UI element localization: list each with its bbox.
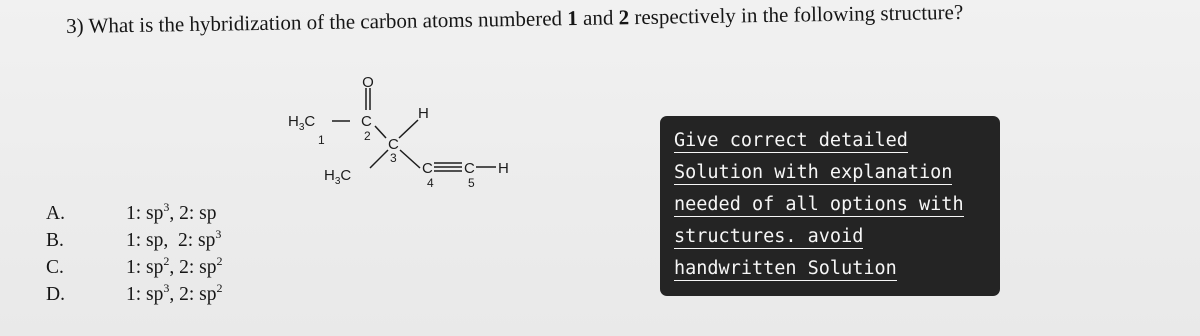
option-a[interactable] bbox=[46, 200, 296, 227]
question-text bbox=[66, 0, 1166, 39]
question-text-before: What is the hybridization of the carbon atoms numbered bbox=[88, 6, 563, 38]
carbon-number-2: 2 bbox=[364, 129, 371, 143]
bond-c3-h bbox=[399, 120, 418, 138]
bond-c3-c4 bbox=[400, 150, 420, 168]
carbon-3-label: C bbox=[388, 136, 399, 153]
question-carbon-number-2: 2 bbox=[618, 5, 630, 30]
hydrogen-on-c3: H bbox=[418, 105, 429, 122]
note-line-1: Give correct detailed bbox=[674, 130, 908, 151]
option-letter: A. bbox=[46, 203, 65, 224]
note-line-5: handwritten Solution bbox=[674, 258, 897, 279]
question-carbon-number-1: 1 bbox=[567, 5, 578, 31]
note-line-4: structures. avoid bbox=[674, 226, 864, 247]
bond-c3-methyl bbox=[370, 150, 388, 168]
option-text: 1: $sp^3$, 2: $sp^2$ bbox=[126, 281, 223, 305]
instruction-note bbox=[660, 116, 1000, 296]
option-letter: D. bbox=[46, 284, 65, 305]
option-letter: B. bbox=[46, 230, 64, 251]
note-line-2: Solution with explanation bbox=[674, 162, 953, 183]
question-text-after: respectively in the following structure? bbox=[634, 0, 964, 30]
methyl-top-label: $H_3C$ bbox=[288, 113, 316, 133]
answer-options bbox=[46, 200, 296, 308]
option-b[interactable] bbox=[46, 227, 296, 254]
methyl-bottom-label: $H_3C$ bbox=[324, 167, 352, 187]
bond-c2-c3 bbox=[375, 126, 386, 138]
question-text-and: and bbox=[582, 5, 614, 30]
option-letter: C. bbox=[46, 257, 64, 278]
alkyne-carbon-5: C bbox=[464, 160, 475, 177]
alkyne-carbon-4: C bbox=[422, 160, 433, 177]
option-d[interactable] bbox=[46, 281, 296, 308]
carbon-number-3: 3 bbox=[390, 151, 397, 165]
question-number: 3) bbox=[66, 13, 84, 38]
carbon-number-4: 4 bbox=[427, 176, 434, 190]
option-text: 1: sp, 2: $sp^3$ bbox=[126, 227, 222, 251]
carbonyl-carbon: C bbox=[361, 113, 372, 130]
option-c[interactable] bbox=[46, 254, 296, 281]
option-text: 1: $sp^3$, 2: sp bbox=[126, 200, 217, 224]
terminal-hydrogen: H bbox=[498, 160, 509, 177]
carbon-number-5: 5 bbox=[468, 176, 475, 190]
carbonyl-oxygen: O bbox=[362, 74, 374, 91]
note-line-3: needed of all options with bbox=[674, 194, 964, 215]
molecule-structure bbox=[280, 74, 540, 204]
carbon-number-1: 1 bbox=[318, 133, 325, 147]
option-text: 1: $sp^2$, 2: $sp^2$ bbox=[126, 254, 223, 278]
